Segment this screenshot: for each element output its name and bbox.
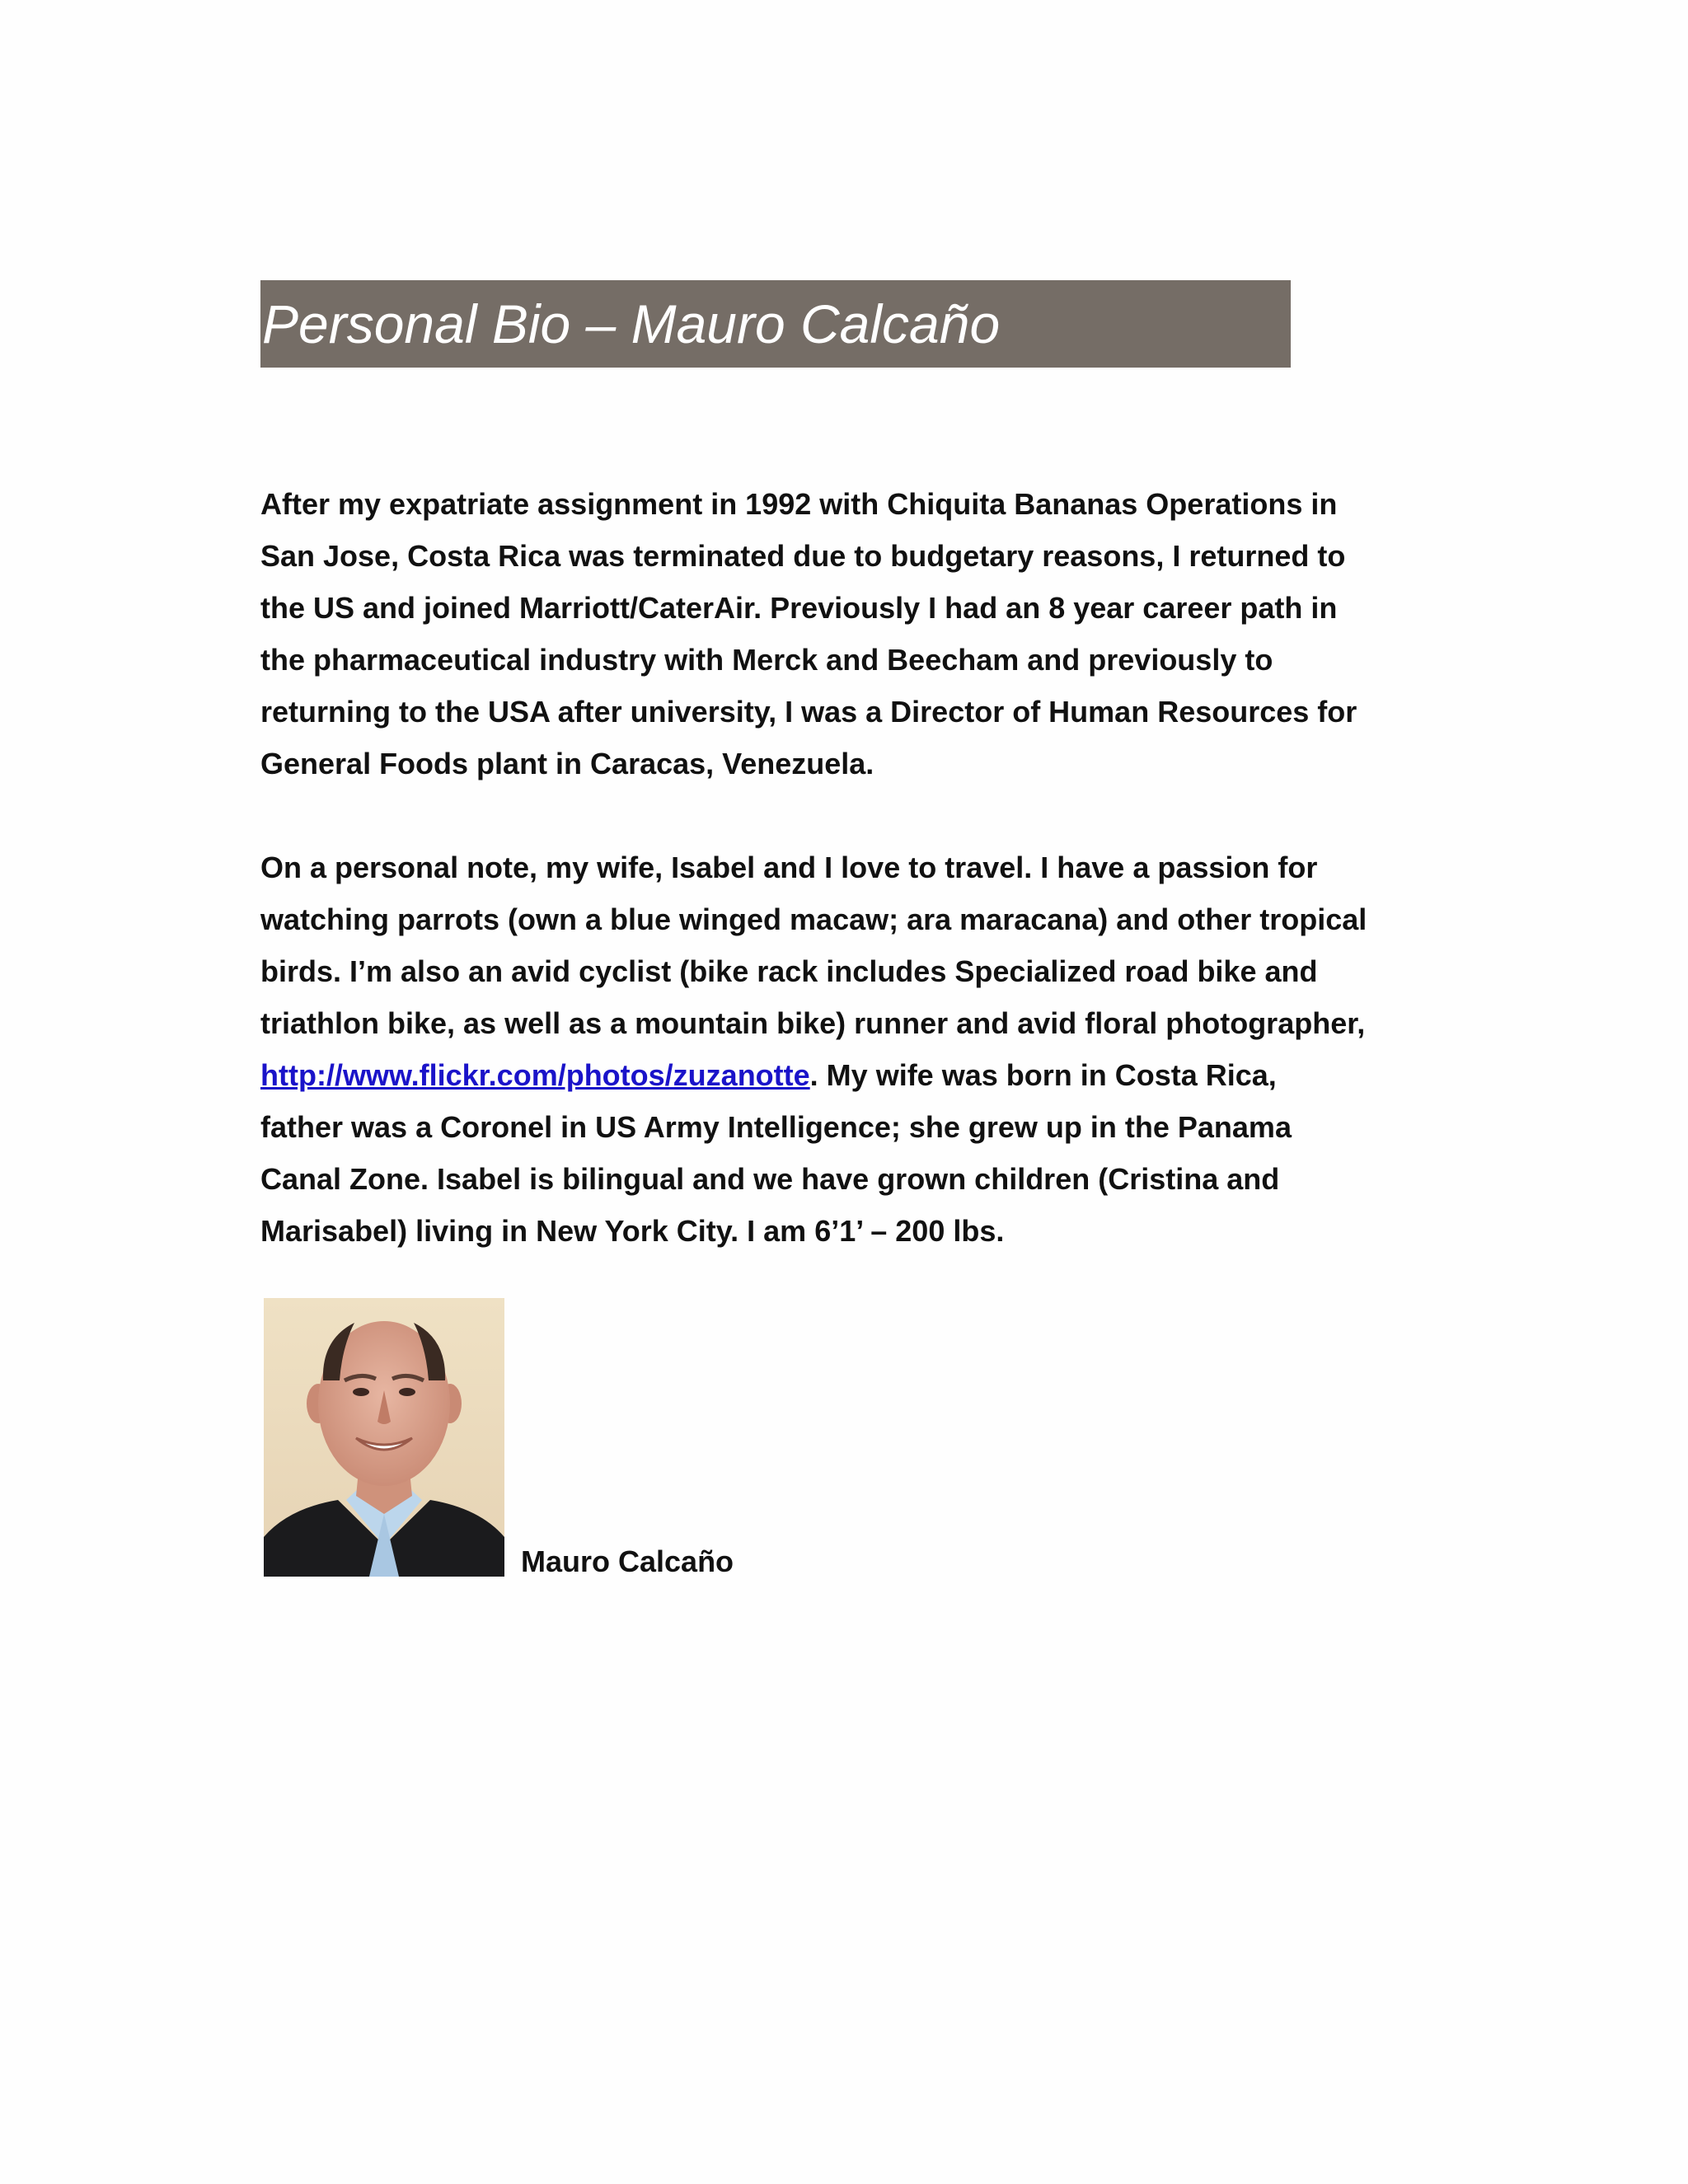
photo-caption: Mauro Calcaño	[521, 1544, 734, 1578]
page-title: Personal Bio – Mauro Calcaño	[262, 293, 1001, 354]
text-line: the pharmaceutical industry with Merck and Beecham and previously to	[260, 643, 1273, 677]
text-line: General Foods plant in Caracas, Venezuela.	[260, 747, 874, 780]
bio-text	[260, 478, 1431, 1309]
text-line: Canal Zone. Isabel is bilingual and we have grown children (Cristina and	[260, 1162, 1280, 1196]
flickr-link[interactable]: http://www.flickr.com/photos/zuzanotte	[260, 1058, 810, 1092]
text-line: After my expatriate assignment in 1992 with Chiquita Bananas Operations in	[260, 487, 1338, 521]
text-line: the US and joined Marriott/CaterAir. Previously I had an 8 year career path in	[260, 591, 1338, 625]
text-line: On a personal note, my wife, Isabel and I love to travel. I have a passion for	[260, 851, 1318, 884]
text-line: birds. I’m also an avid cyclist (bike rack includes Specialized road bike and	[260, 954, 1318, 988]
text-line-with-link	[260, 1049, 1431, 1101]
text-line: watching parrots (own a blue winged macaw; ara maracana) and other tropical	[260, 902, 1367, 936]
text-line: triathlon bike, as well as a mountain bike) runner and avid floral photographer,	[260, 1006, 1366, 1040]
portrait-photo	[264, 1298, 504, 1577]
bio-paragraph-personal	[260, 841, 1431, 1257]
text-line: father was a Coronel in US Army Intelligence; she grew up in the Panama	[260, 1110, 1292, 1144]
title-banner	[260, 280, 1291, 368]
text-line: returning to the USA after university, I was a Director of Human Resources for	[260, 695, 1357, 729]
text-line: San Jose, Costa Rica was terminated due to budgetary reasons, I returned to	[260, 539, 1346, 573]
bio-paragraph-career	[260, 478, 1431, 790]
text-line: Marisabel) living in New York City. I am 6’1’ – 200 lbs.	[260, 1214, 1005, 1248]
portrait-illustration	[264, 1298, 504, 1577]
link-trailing-text: . My wife was born in Costa Rica,	[809, 1058, 1277, 1092]
